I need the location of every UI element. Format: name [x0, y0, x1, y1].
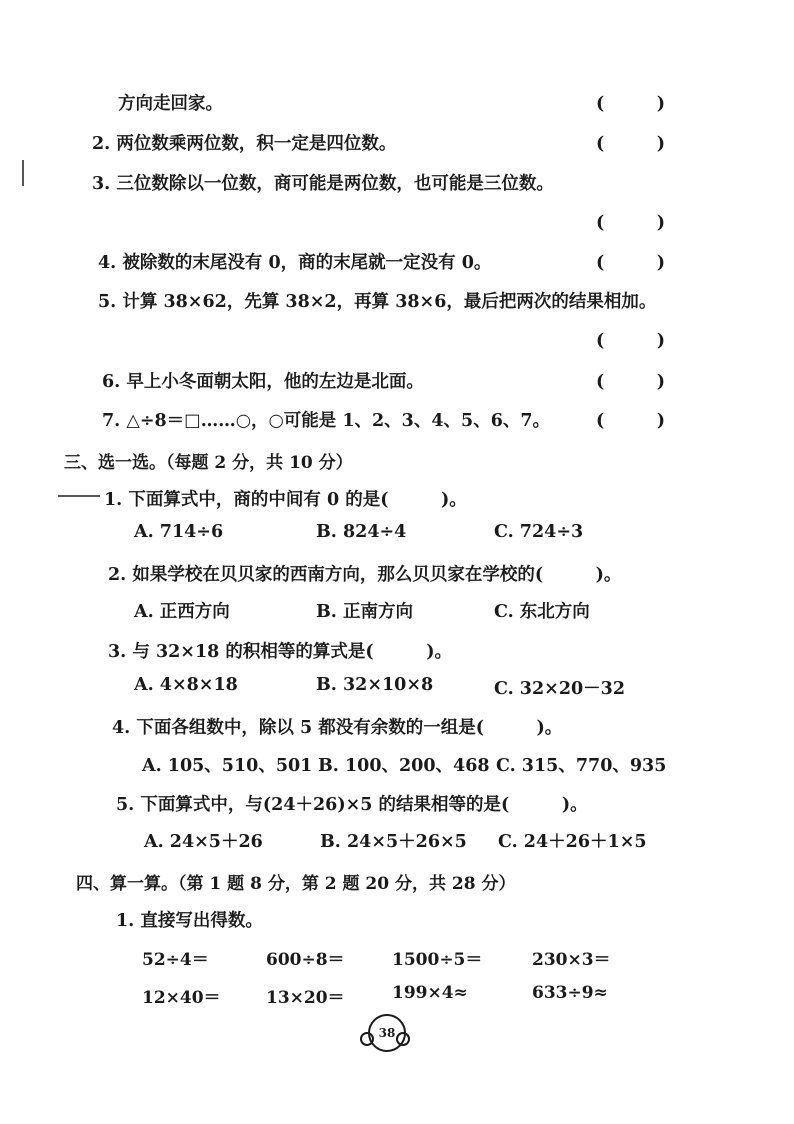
section-heading-choose: 三、选一选。（每题 2 分，共 10 分） [64, 453, 353, 473]
section-heading-compute: 四、算一算。（第 1 题 8 分，第 2 题 20 分，共 28 分） [76, 874, 516, 894]
judge-paren-6[interactable]: ( ) [596, 372, 666, 392]
compute-sub1: 1. 直接写出得数。 [116, 911, 263, 931]
judge-item-6: 6. 早上小冬面朝太阳，他的左边是北面。 [102, 372, 424, 392]
choose-q2-option-c[interactable]: C. 东北方向 [494, 602, 590, 622]
choose-q1-option-a[interactable]: A. 714÷6 [134, 522, 224, 542]
scan-dash [58, 495, 100, 497]
choose-q2-option-b[interactable]: B. 正南方向 [316, 602, 413, 622]
choose-q2-stem: 2. 如果学校在贝贝家的西南方向，那么贝贝家在学校的( )。 [108, 565, 622, 585]
calc-item[interactable]: 13×20＝ [266, 988, 345, 1008]
calc-item[interactable]: 52÷4＝ [142, 950, 209, 970]
choose-q1-option-c[interactable]: C. 724÷3 [494, 522, 584, 542]
calc-item[interactable]: 230×3＝ [532, 950, 611, 970]
choose-q3-stem: 3. 与 32×18 的积相等的算式是( )。 [108, 642, 452, 662]
calc-item[interactable]: 199×4≈ [392, 983, 468, 1003]
judge-item-2: 2. 两位数乘两位数，积一定是四位数。 [92, 134, 397, 154]
choose-q3-option-a[interactable]: A. 4×8×18 [134, 675, 238, 695]
judge-item-5: 5. 计算 38×62，先算 38×2，再算 38×6，最后把两次的结果相加。 [98, 292, 657, 312]
judge-item-3: 3. 三位数除以一位数，商可能是两位数，也可能是三位数。 [92, 174, 554, 194]
choose-q4-option-a[interactable]: A. 105、510、501 [142, 756, 313, 776]
judge-item-1-cont: 方向走回家。 [118, 94, 223, 114]
judge-item-4: 4. 被除数的末尾没有 0，商的末尾就一定没有 0。 [98, 253, 492, 273]
choose-q2-option-a[interactable]: A. 正西方向 [134, 602, 230, 622]
choose-q5-option-a[interactable]: A. 24×5＋26 [144, 832, 263, 852]
choose-q4-option-c[interactable]: C. 315、770、935 [496, 756, 667, 776]
choose-q3-option-c[interactable]: C. 32×20－32 [494, 679, 626, 699]
judge-paren-7[interactable]: ( ) [596, 411, 666, 431]
scan-edge-mark [22, 160, 24, 186]
calc-item[interactable]: 633÷9≈ [532, 983, 608, 1003]
judge-paren-4[interactable]: ( ) [596, 253, 666, 273]
judge-paren-1[interactable]: ( ) [596, 94, 666, 114]
judge-paren-2[interactable]: ( ) [596, 134, 666, 154]
choose-q5-stem: 5. 下面算式中，与(24＋26)×5 的结果相等的是( )。 [116, 795, 588, 815]
judge-paren-5[interactable]: ( ) [596, 331, 666, 351]
calc-item[interactable]: 12×40＝ [142, 988, 221, 1008]
judge-paren-3[interactable]: ( ) [596, 213, 666, 233]
choose-q1-stem: 1. 下面算式中，商的中间有 0 的是( )。 [104, 490, 467, 510]
choose-q3-option-b[interactable]: B. 32×10×8 [316, 675, 434, 695]
choose-q5-option-c[interactable]: C. 24＋26＋1×5 [498, 832, 647, 852]
calc-item[interactable]: 1500÷5＝ [392, 950, 483, 970]
choose-q5-option-b[interactable]: B. 24×5＋26×5 [320, 832, 467, 852]
choose-q4-option-b[interactable]: B. 100、200、468 [318, 756, 490, 776]
judge-item-7: 7. △÷8＝□……○，○可能是 1、2、3、4、5、6、7。 [102, 411, 551, 431]
page-number: 38 [368, 1014, 406, 1052]
choose-q1-option-b[interactable]: B. 824÷4 [316, 522, 407, 542]
calc-item[interactable]: 600÷8＝ [266, 950, 345, 970]
choose-q4-stem: 4. 下面各组数中，除以 5 都没有余数的一组是( )。 [112, 718, 563, 738]
